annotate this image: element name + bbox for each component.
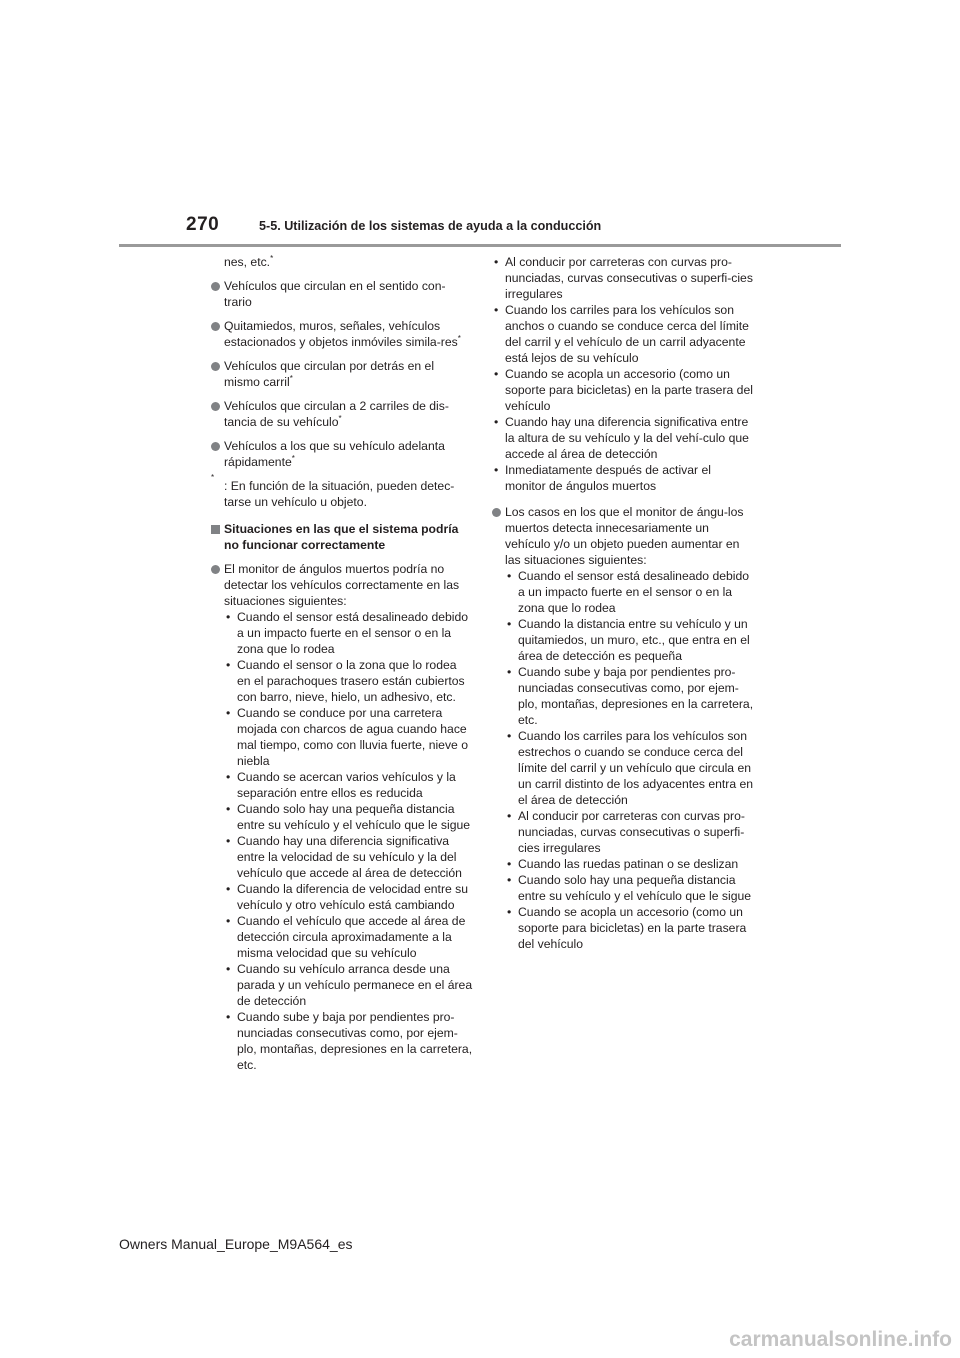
list-item: • Cuando hay una diferencia significativa entre la altura de su vehículo y la del vehí-culo que accede al área de detección <box>492 414 754 462</box>
footnote-marker: * <box>457 333 461 343</box>
list-item: • Cuando el sensor o la zona que lo rodea en el parachoques trasero están cubiertos con barro, nieve, hielo, un adhesivo, etc. <box>224 657 473 705</box>
list-item: • Cuando el vehículo que accede al área de detección circula aproximadamente a la misma velocidad que su vehículo <box>224 913 473 961</box>
list-item: • Cuando sube y baja por pendientes pro-nunciadas consecutivas como, por ejem-plo, montañas, depresiones en la carretera, etc. <box>505 664 754 728</box>
list-item: • Al conducir por carreteras con curvas pro-nunciadas, curvas consecutivas o superfi-cies irregulares <box>492 254 754 302</box>
list-item: • Cuando se conduce por una carretera mojada con charcos de agua cuando hace mal tiempo, como con lluvia fuerte, nieve o niebla <box>224 705 473 769</box>
square-bullet-icon <box>211 525 220 534</box>
watermark: carmanualsonline.info <box>729 1328 952 1351</box>
section-title: 5-5. Utilización de los sistemas de ayuda a la conducción <box>259 219 602 233</box>
list-item: • Cuando su vehículo arranca desde una parada y un vehículo permanece en el área de detección <box>224 961 473 1009</box>
sub-heading-text: Situaciones en las que el sistema podría no funcionar correctamente <box>224 522 459 552</box>
bullet-item <box>211 561 473 1073</box>
bullet-item <box>211 398 473 430</box>
footnote-marker: * <box>270 253 274 263</box>
list-item: • Cuando solo hay una pequeña distancia entre su vehículo y el vehículo que le sigue <box>224 801 473 833</box>
list-item: • Cuando los carriles para los vehículos son estrechos o cuando se conduce cerca del límite del carril y un vehículo que circula en un carril distinto de los adyacentes entra en el área de detección <box>505 728 754 808</box>
footnote-marker: * <box>291 453 295 463</box>
left-column <box>211 254 473 1081</box>
bullet-item <box>211 438 473 470</box>
list-item: • Al conducir por carreteras con curvas pro-nunciadas, curvas consecutivas o superfi-cies irregulares <box>505 808 754 856</box>
footnote-marker: * <box>289 373 293 383</box>
bullet-dot-icon <box>211 565 220 574</box>
bullet-dot-icon <box>492 508 501 517</box>
list-item: • Cuando los carriles para los vehículos son anchos o cuando se conduce cerca del límite del carril y el vehículo de un carril adyacente está lejos de su vehículo <box>492 302 754 366</box>
footnote: * : En función de la situación, pueden detec-tarse un vehículo u objeto. <box>211 473 455 509</box>
bullet-dot-icon <box>211 402 220 411</box>
bullet-text: Vehículos que circulan a 2 carriles de dis-tancia de su vehículo <box>224 399 449 429</box>
footnote-text: : En función de la situación, pueden detec-tarse un vehículo u objeto. <box>224 479 455 509</box>
bullet-text: Los casos en los que el monitor de ángu-los muertos detecta innecesariamente un vehículo y/o un objeto pueden aumentar en las situaciones siguientes: <box>505 505 744 567</box>
list-item: • Inmediatamente después de activar el monitor de ángulos muertos <box>492 462 754 494</box>
footer-manual-id: Owners Manual_Europe_M9A564_es <box>119 1236 353 1252</box>
bullet-text: El monitor de ángulos muertos podría no detectar los vehículos correctamente en las situaciones siguientes: <box>224 562 460 608</box>
right-column <box>492 254 754 960</box>
condition-list <box>224 609 473 1073</box>
list-item: • Cuando la distancia entre su vehículo y un quitamiedos, un muro, etc., que entra en el área de detección es pequeña <box>505 616 754 664</box>
bullet-dot-icon <box>211 362 220 371</box>
bullet-text: Vehículos que circulan por detrás en el mismo carril <box>224 359 435 389</box>
condition-list <box>505 568 754 952</box>
bullet-text: Quitamiedos, muros, señales, vehículos estacionados y objetos inmóviles simila-res <box>224 319 458 349</box>
page-number: 270 <box>186 214 220 235</box>
sub-heading <box>211 521 473 553</box>
continuation-paragraph: nes, etc.* <box>224 253 274 269</box>
list-item: • Cuando se acercan varios vehículos y la separación entre ellos es reducida <box>224 769 473 801</box>
list-item: • Cuando la diferencia de velocidad entre su vehículo y otro vehículo está cambiando <box>224 881 473 913</box>
bullet-item <box>211 278 473 310</box>
list-item: • Cuando hay una diferencia significativa entre la velocidad de su vehículo y la del vehículo que accede al área de detección <box>224 833 473 881</box>
bullet-item <box>492 504 754 952</box>
bullet-text: Vehículos a los que su vehículo adelanta rápidamente <box>224 439 445 469</box>
bullet-dot-icon <box>211 442 220 451</box>
bullet-dot-icon <box>211 322 220 331</box>
list-item: • Cuando se acopla un accesorio (como un soporte para bicicletas) en la parte trasera del vehículo <box>505 904 754 952</box>
bullet-dot-icon <box>211 282 220 291</box>
bullet-item <box>211 358 473 390</box>
list-item: • Cuando sube y baja por pendientes pro-nunciadas consecutivas como, por ejem-plo, montañas, depresiones en la carretera, etc. <box>224 1009 473 1073</box>
bullet-text: Vehículos que circulan en el sentido con-trario <box>224 279 446 309</box>
footnote-marker: * <box>338 413 342 423</box>
list-item: • Cuando solo hay una pequeña distancia entre su vehículo y el vehículo que le sigue <box>505 872 754 904</box>
continued-condition-list <box>492 254 754 494</box>
header-rule <box>119 244 841 247</box>
list-item: • Cuando se acopla un accesorio (como un soporte para bicicletas) en la parte trasera del vehículo <box>492 366 754 414</box>
list-item: • Cuando las ruedas patinan o se deslizan <box>505 856 754 872</box>
list-item: • Cuando el sensor está desalineado debido a un impacto fuerte en el sensor o en la zona que lo rodea <box>505 568 754 616</box>
list-item: • Cuando el sensor está desalineado debido a un impacto fuerte en el sensor o en la zona que lo rodea <box>224 609 473 657</box>
bullet-item <box>211 318 473 350</box>
